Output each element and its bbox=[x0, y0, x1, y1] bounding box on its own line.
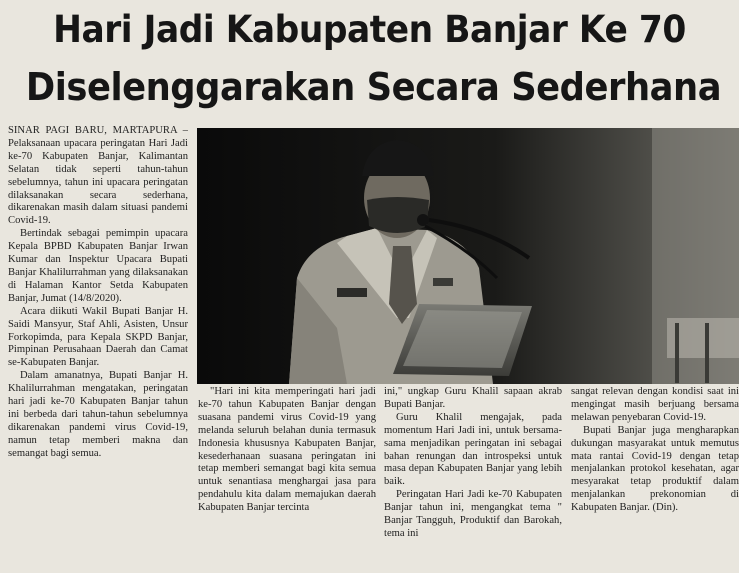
photo-microphone-head bbox=[417, 214, 429, 226]
paragraph: Acara diikuti Wakil Bupati Banjar H. Saidi Mansyur, Staf Ahli, Asisten, Unsur Forkopimda, para Kepala SKPD Banjar, Pimpinan Perusahaan Daerah dan Camat se-Kabupaten Banjar. bbox=[8, 305, 188, 369]
paragraph: Guru Khalil mengajak, pada momentum Hari Jadi ini, untuk bersama-sama menjadikan peringatan ini sebagai bahan renungan dan introspeksi untuk masa depan Kabupaten Banjar yang lebih baik. bbox=[384, 411, 562, 488]
paragraph: sangat relevan dengan kondisi saat ini mengingat masih berjuang bersama melawan penyebaran Covid-19. bbox=[571, 386, 739, 423]
photo-name-badge bbox=[337, 288, 367, 297]
photo-badge bbox=[433, 278, 453, 286]
headline-line-2: Diselenggarakan Secara Sederhana bbox=[25, 65, 722, 109]
paragraph: Dalam amanatnya, Bupati Banjar H. Khalilurrahman mengatakan, peringatan hari jadi ke-70 Kabupaten Banjar tahun ini berbeda dari tahun-tahun sebelumnya dikarenakan pandemi virus Covid-19, namun tetap memberi makna dan semangat bagi semua. bbox=[8, 370, 188, 459]
article-column-4 bbox=[571, 386, 739, 571]
headline-line-1: Hari Jadi Kabupaten Banjar Ke 70 bbox=[53, 8, 686, 51]
paragraph: ini," ungkap Guru Khalil sapaan akrab Bupati Banjar. bbox=[384, 386, 562, 410]
photo-bg-post bbox=[675, 323, 679, 383]
paragraph: Bupati Banjar juga mengharapkan dukungan masyarakat untuk memutus mata rantai Covid-19 dengan tetap menjalankan protokol kesehatan, agar mesyarakat tetap produktif dalam menjalankan prekonomian di Kabupaten Banjar. (Din). bbox=[571, 424, 739, 514]
paragraph: Peringatan Hari Jadi ke-70 Kabupaten Banjar tahun ini, mengangkat tema " Banjar Tangguh, Produktif dan Barokah, tema ini bbox=[384, 489, 562, 539]
article-column-3 bbox=[384, 386, 562, 571]
article-column-2 bbox=[198, 386, 376, 571]
news-photo bbox=[197, 128, 739, 384]
paragraph: "Hari ini kita memperingati hari jadi ke-70 tahun Kabupaten Banjar dengan suasana pandemi virus Covid-19 yang melanda seluruh belahan dunia termasuk Indonesia khususnya Kabupaten Banjar, kesederhanaan suasana peringatan ini tetap memberi semangat bagi kita semua untuk senantiasa menghargai jasa para pendahulu kita dalam memajukan daerah Kabupaten Banjar tercinta bbox=[198, 386, 376, 514]
paragraph: SINAR PAGI BARU, MARTAPURA – Pelaksanaan upacara peringatan Hari Jadi ke-70 Kabupaten Banjar, Kalimantan Selatan tidak seperti tahun-tahun sebelumnya, tahun ini upacara peringatan dilaksanakan secara sederhana, dikarenakan masih dalam situasi pandemi Covid-19. bbox=[8, 125, 188, 227]
paragraph: Bertindak sebagai pemimpin upacara Kepala BPBD Kabupaten Banjar Irwan Kumar dan Inspektur Upacara Bupati Banjar Khalilurrahman yang dilaksanakan di Halaman Kantor Setda Kabupaten Banjar, Jumat (14/8/2020). bbox=[8, 228, 188, 304]
photo-bg-post bbox=[705, 323, 709, 383]
article-column-1 bbox=[8, 125, 188, 571]
